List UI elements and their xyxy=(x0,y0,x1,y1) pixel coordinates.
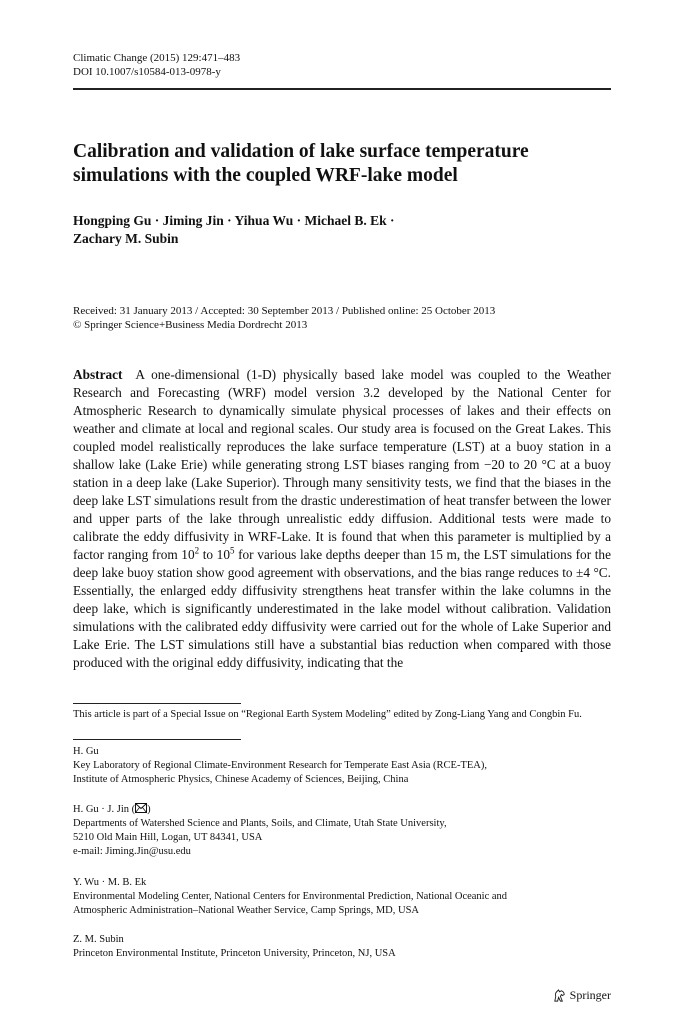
affiliation-name: Y. Wu · M. B. Ek xyxy=(73,877,147,888)
affiliation-line: Environmental Modeling Center, National Centers for Environmental Prediction, National Oceanic and xyxy=(73,891,508,902)
email-link[interactable]: e-mail: Jiming.Jin@usu.edu xyxy=(73,846,191,857)
journal-header xyxy=(73,51,240,79)
abstract-text-1: A one-dimensional (1-D) physically based lake model was coupled to the Weather Research and Forecasting (WRF) model version 3.2 developed by the National Center for Atmospheric Research to dynamically simulate physical processes of lakes and their effects on weather and climate at local and regional scales. Our study area is focused on the Great Lakes. This coupled model realistically reproduces the lake surface temperature (LST) at a buoy station in a shallow lake (Lake Erie) while generating strong LST biases ranging from −20 to 20 °C at a buoy station in a deep lake (Lake Superior). Through many sensitivity tests, we find that the biases in the deep lake LST simulations result from the drastic underestimation of heat transfer between the lower and upper parts of the lake through unrealistic eddy diffusion. Additional tests were made to calibrate the eddy diffusivity in WRF-Lake. It is found that when this parameter is multiplied by a factor ranging from 10 xyxy=(73,367,611,562)
copyright-line: © Springer Science+Business Media Dordrecht 2013 xyxy=(73,319,308,331)
affiliation-line: Key Laboratory of Regional Climate-Environment Research for Temperate East Asia (RCE-TEA), xyxy=(73,760,487,771)
affiliation-line: 5210 Old Main Hill, Logan, UT 84341, USA xyxy=(73,832,263,843)
affiliation-gu xyxy=(73,745,611,787)
affiliation-name: Z. M. Subin xyxy=(73,934,124,945)
title-line-2: simulations with the coupled WRF-lake model xyxy=(73,165,458,186)
footnote-rule xyxy=(73,703,241,704)
publisher-name: Springer xyxy=(569,988,611,1002)
affiliation-line: Departments of Watershed Science and Plants, Soils, and Climate, Utah State University, xyxy=(73,818,447,829)
envelope-icon[interactable] xyxy=(135,803,147,813)
affiliation-line: Princeton Environmental Institute, Princeton University, Princeton, NJ, USA xyxy=(73,948,396,959)
abstract-exponent-1: 2 xyxy=(194,545,200,556)
affiliation-line: Atmospheric Administration–National Weather Service, Camp Springs, MD, USA xyxy=(73,905,419,916)
article-title xyxy=(73,140,611,188)
abstract xyxy=(73,366,611,672)
abstract-text-2: to 10 xyxy=(199,547,230,562)
doi[interactable]: DOI 10.1007/s10584-013-0978-y xyxy=(73,66,221,78)
dates-line: Received: 31 January 2013 / Accepted: 30 September 2013 / Published online: 25 October 2013 xyxy=(73,305,496,317)
springer-horse-icon xyxy=(552,988,567,1003)
abstract-text-3: for various lake depths deeper than 15 m, the LST simulations for the deep lake buoy station show good agreement with observations, and the bias range reduces to ±4 °C. Essentially, the enlarged eddy diffusivity strengthens heat transfer within the lake columns in the deep lake, which is significantly underestimated in the lake model without calibration. Validation simulations with the calibrated eddy diffusivity were carried out for the whole of Lake Superior and Lake Erie. The LST simulations still have a substantial bias reduction when compared with those produced with the original eddy diffusivity, indicating that the xyxy=(73,547,611,670)
affiliation-line: Institute of Atmospheric Physics, Chinese Academy of Sciences, Beijing, China xyxy=(73,774,409,785)
affiliation-name: H. Gu xyxy=(73,746,99,757)
affiliation-subin xyxy=(73,933,611,961)
author-list xyxy=(73,212,593,248)
title-line-1: Calibration and validation of lake surface temperature xyxy=(73,141,529,162)
journal-citation: Climatic Change (2015) 129:471–483 xyxy=(73,52,241,64)
publisher-logo xyxy=(552,987,611,1003)
affiliation-rule xyxy=(73,739,241,740)
abstract-heading: Abstract xyxy=(73,367,123,382)
abstract-exponent-2: 5 xyxy=(229,545,235,556)
affiliation-name: H. Gu · J. Jin ( ) xyxy=(73,804,151,815)
affiliation-wu-ek xyxy=(73,876,611,918)
authors-line-1[interactable]: Hongping Gu · Jiming Jin · Yihua Wu · Michael B. Ek · xyxy=(73,213,395,228)
special-issue-note: This article is part of a Special Issue on “Regional Earth System Modeling” edited by Zong-Liang Yang and Congbin Fu. xyxy=(73,709,582,720)
affiliation-gu-jin xyxy=(73,803,611,859)
authors-line-2[interactable]: Zachary M. Subin xyxy=(73,231,179,246)
publication-dates xyxy=(73,304,611,332)
header-rule xyxy=(73,88,611,90)
